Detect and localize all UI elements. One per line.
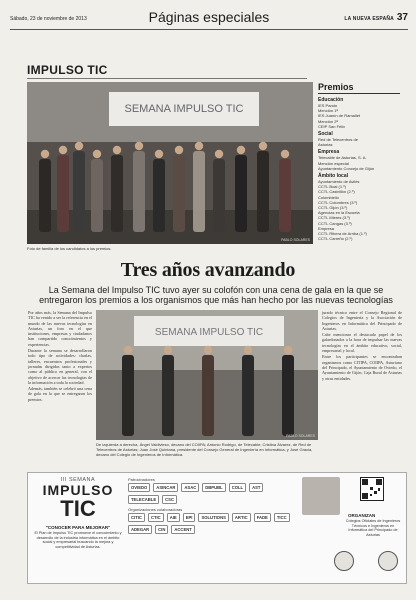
- person-body: [39, 159, 51, 232]
- sidebar-item: Red de Telecentros de: [318, 137, 358, 143]
- page-header: [10, 4, 408, 30]
- sponsor-logo: SOLUTIONS: [198, 513, 228, 522]
- sidebar-item: CCTL Carreño (2.º): [318, 236, 353, 242]
- person-body: [91, 159, 103, 232]
- article-paragraph: jurado técnico entre el Consejo Regional de Colegios de Ingeniería y la Asociación de Ingenieros en Informática del Principado de Asturias.: [322, 310, 402, 331]
- sponsor-logo: DBPUBL: [202, 483, 225, 492]
- person-body: [162, 355, 174, 436]
- organizers-text: Colegios Oficiales de Ingenieros Técnicos e Ingenieros en Informática del Principado de Asturias: [345, 519, 401, 537]
- sidebar-item: CCTL Ribera de Arriba (1.º): [318, 231, 367, 237]
- person-body: [111, 155, 123, 232]
- person-body: [213, 159, 225, 232]
- sidebar-item: Colombiello: [318, 194, 339, 200]
- article-column-right: [322, 310, 402, 382]
- person-body: [173, 155, 185, 232]
- sidebar-item: Agencias en la Escuela: [318, 210, 360, 216]
- impulso-tic-advert: [27, 472, 407, 584]
- ad-photo: [302, 477, 340, 515]
- sponsor-logo: ADEGAR: [128, 525, 152, 534]
- person-body: [73, 151, 85, 232]
- section-rule: [27, 78, 307, 79]
- winners-photo-image: [96, 310, 318, 440]
- person-head: [135, 142, 143, 150]
- collaborator-logos: [128, 513, 296, 534]
- person-body: [57, 155, 69, 232]
- person-head: [59, 146, 67, 154]
- sidebar-category: Ámbito local: [318, 173, 349, 180]
- ad-edition: III SEMANA: [60, 477, 96, 483]
- ad-brand: IMPULSO: [42, 482, 114, 498]
- photo1-caption: Foto de familia de los candidatos a los premios.: [27, 246, 112, 251]
- person-body: [282, 355, 294, 436]
- ad-slogan: "CONOCER PARA MEJORAR": [45, 525, 111, 530]
- article-subhead: La Semana del Impulso TIC tuvo ayer su colofón con una cena de gala en la que se entregaron los premios a los organismos que más han hecho por las nuevas tecnologías: [39, 285, 393, 305]
- person-body: [133, 151, 145, 232]
- sponsor-logo: ACCENT: [171, 525, 194, 534]
- article-column-left: [28, 310, 92, 403]
- sidebar-item: CCTL Castrillón (2.º): [318, 189, 355, 195]
- article-paragraph: Cabe mencionar el destacado papel de los galardonados a la hora de impulsar las nuevas tecnologías en el ámbito educativo, social, empresarial y local.: [322, 332, 402, 354]
- awards-sidebar: [318, 82, 400, 244]
- ad-description: El Plan de Impulso TIC promueve el conocimiento y desarrollo de la industria informática en el ámbito social y empresarial buscando la mejora y competitividad de Asturias.: [34, 531, 122, 549]
- sidebar-item: IES Juanín de Ramallet: [318, 113, 361, 119]
- qr-code-icon: [360, 477, 384, 501]
- ad-tic-text: TIC: [60, 496, 96, 521]
- sponsor-logo: CITIC: [128, 513, 145, 522]
- sidebar-item: Telecable de Asturias, S. A.: [318, 155, 367, 161]
- group-photo-image: [27, 82, 313, 244]
- person-body: [202, 355, 214, 436]
- person-body: [193, 151, 205, 232]
- person-body: [122, 355, 134, 436]
- sidebar-category: Educación: [318, 97, 344, 103]
- person-head: [113, 146, 121, 154]
- person-head: [164, 346, 172, 354]
- photo2-credit: PABLO SOLARES: [286, 434, 315, 438]
- person-body: [235, 155, 247, 232]
- person-head: [237, 146, 245, 154]
- sponsors-label: Patrocinadores: [128, 477, 155, 482]
- person-head: [281, 150, 289, 158]
- photo1-credit: PABLO SOLARES: [281, 238, 310, 242]
- sponsor-logo: ARTIC: [232, 513, 251, 522]
- person-body: [257, 151, 269, 232]
- sponsor-logo: EPI: [183, 513, 196, 522]
- article-headline: Tres años avanzando: [120, 259, 296, 281]
- sponsor-logo: TELECABLE: [128, 495, 159, 504]
- section-title: IMPULSO TIC: [27, 63, 108, 77]
- person-body: [242, 355, 254, 436]
- sponsor-logo: OVIEDO: [128, 483, 150, 492]
- article-paragraph: Durante la semana se desarrollaron todo tipo de actividades: charlas, talleres, encuentros profesionales y jornadas dirigidas tanto a expertos como al público en general, con el objetivo de acercar las tecnologías de la información a toda la sociedad.: [28, 348, 92, 385]
- sponsor-logo: FADE: [254, 513, 271, 522]
- ad-tic-logo: [32, 497, 124, 523]
- article-paragraph: Entre los participantes se encontraban organismos como CITIPA, COIIPA, Asturiano del Principado, el Ayuntamiento de Oviedo, el Ayuntamiento de Gijón, Caja Rural de Asturias y otras entidades.: [322, 354, 402, 381]
- person-head: [124, 346, 132, 354]
- sidebar-groups: [318, 97, 400, 241]
- photo2-caption: De izquierda a derecha, Ángel Valdivieso, decano del COIIPA; Antonio Rodrigo, de Telecable; Cristina Álvarez, de Red de Telecentros de Asturias; Juan José Quintana, presidente del Consejo General de Ingeniería en Informática, y José Gracia, decano del Colegio de Ingenieros de Informática.: [96, 442, 313, 457]
- header-page-number: 37: [396, 12, 408, 23]
- header-section: Páginas especiales: [148, 9, 270, 25]
- organizer-seals: [334, 551, 398, 579]
- sidebar-item: Mención 2ª: [318, 118, 338, 124]
- sponsor-logo: AIE: [167, 513, 180, 522]
- sponsor-logo: ASAC: [181, 483, 199, 492]
- sidebar-item: Ayuntamiento Concejo de Gijón: [318, 165, 375, 171]
- person-head: [175, 146, 183, 154]
- sidebar-item: CCTL Cangas (3.º): [318, 220, 352, 226]
- ad-sponsors: [128, 477, 296, 581]
- ad-organizers: [300, 477, 404, 581]
- sidebar-category: Social: [318, 131, 333, 138]
- person-head: [259, 142, 267, 150]
- sidebar-title: Premios: [318, 82, 400, 94]
- header-publication: LA NUEVA ESPAÑA: [344, 16, 394, 22]
- sponsor-logo: CIN: [155, 525, 168, 534]
- sidebar-item: CCTL Gijón (3.º): [318, 205, 348, 211]
- college-seal-icon: [378, 551, 398, 571]
- sidebar-item: IES Pando: [318, 103, 338, 108]
- person-head: [284, 346, 292, 354]
- person-head: [41, 150, 49, 158]
- sponsor-logo: CTIC: [148, 513, 164, 522]
- person-head: [155, 150, 163, 158]
- organizers-label: ORGANIZAN: [348, 513, 376, 518]
- sidebar-item: CCTL Colombres (3.º): [318, 199, 358, 205]
- sponsor-logo: COLL: [229, 483, 246, 492]
- sidebar-item: Empresa: [318, 225, 335, 231]
- sidebar-item: Mención 1ª: [318, 108, 338, 114]
- sidebar-item: CEIP San Félix: [318, 123, 346, 129]
- sidebar-item: Mención especial: [318, 160, 349, 166]
- sponsor-logo: CSC: [162, 495, 177, 504]
- article-paragraph: Además, también se celebró una cena de gala en la que se entregaron los premios.: [28, 386, 92, 402]
- person-body: [153, 159, 165, 232]
- sponsor-logo: ASINCAR: [153, 483, 178, 492]
- ad-branding: [32, 477, 124, 581]
- sidebar-item: CCTL Boal (1.º): [318, 184, 346, 190]
- person-head: [75, 142, 83, 150]
- person-body: [279, 159, 291, 232]
- photo2-banner: SEMANA IMPULSO TIC: [154, 327, 264, 338]
- winners-photo: [96, 310, 318, 440]
- person-head: [204, 346, 212, 354]
- collaborators-label: Organizaciones colaboradoras: [128, 507, 183, 512]
- person-head: [215, 150, 223, 158]
- person-head: [195, 142, 203, 150]
- sidebar-category: Empresa: [318, 149, 340, 156]
- sidebar-item: Asturias: [318, 142, 333, 148]
- person-head: [93, 150, 101, 158]
- sidebar-item: CCTL Mieres (3.º): [318, 215, 350, 221]
- sidebar-item: Ayuntamiento de Avilés: [318, 179, 360, 185]
- photo1-banner: SEMANA IMPULSO TIC: [124, 103, 244, 115]
- person-head: [244, 346, 252, 354]
- group-photo: [27, 82, 313, 244]
- college-seal-icon: [334, 551, 354, 571]
- sponsor-logos: [128, 483, 296, 504]
- sponsor-logo: AST: [249, 483, 263, 492]
- article-paragraph: Por años más, la Semana del Impulso TIC ha venido a ser la referencia en el mundo de las nuevas tecnologías en Asturias, un foro en el que instituciones, empresas y ciudadanos han compartido conocimientos y experiencias.: [28, 310, 92, 347]
- header-date: Sábado, 23 de noviembre de 2013: [10, 16, 87, 22]
- sponsor-logo: TICC: [274, 513, 290, 522]
